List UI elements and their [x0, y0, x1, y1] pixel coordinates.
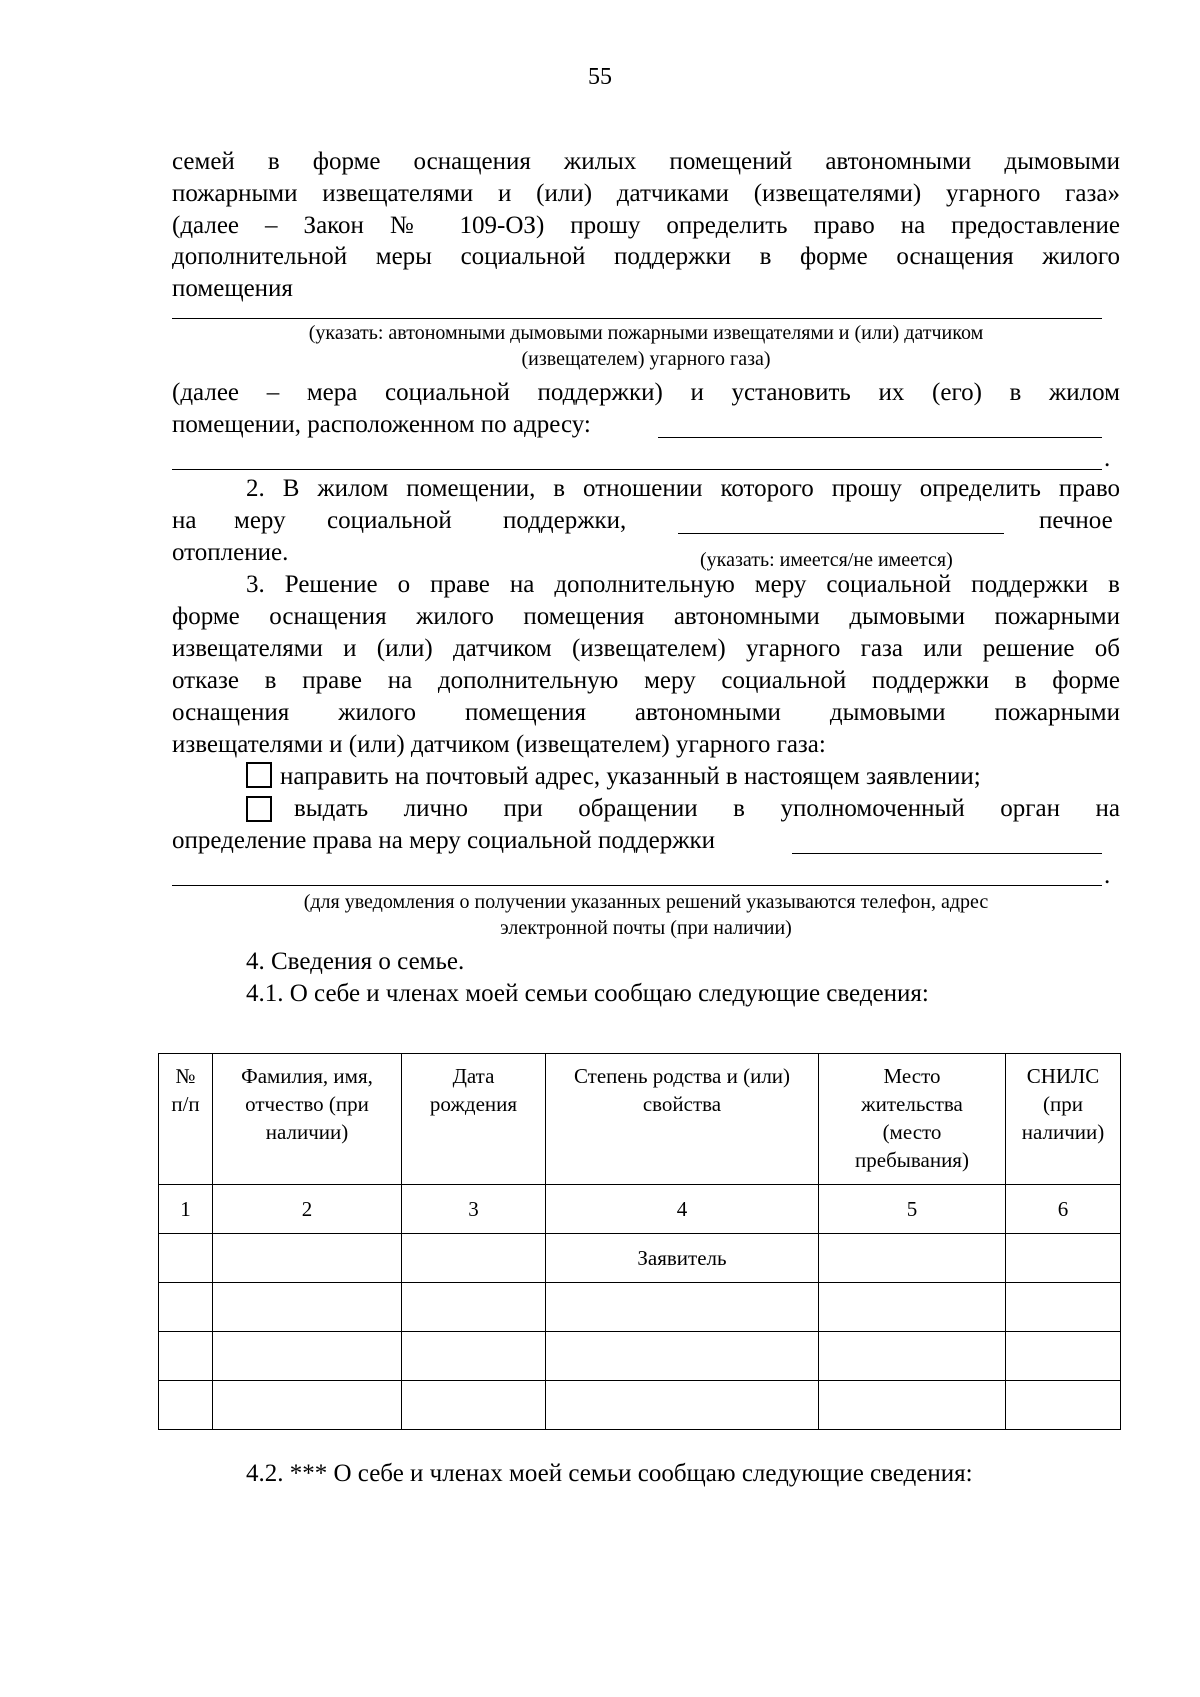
table-cell[interactable] — [1006, 1234, 1121, 1283]
table-cell[interactable] — [402, 1332, 546, 1381]
page-number: 55 — [588, 64, 612, 90]
para1-line-3: (далее – Закон № 109-ОЗ) прошу определить право на предоставление — [172, 212, 1120, 239]
notification-contact-blank[interactable] — [792, 853, 1102, 854]
item2-word-meru: меру — [234, 507, 286, 534]
table-cell[interactable] — [546, 1381, 819, 1430]
heating-blank[interactable] — [678, 533, 1004, 534]
section4-title: 4. Сведения о семье. — [246, 948, 465, 975]
para1-line-4: дополнительной меры социальной поддержки в форме оснащения жилого — [172, 243, 1120, 270]
item3-line-3: извещателями и (или) датчиком (извещателем) угарного газа или решение об — [172, 635, 1120, 662]
header-number: № п/п — [159, 1054, 213, 1185]
item2-word-podderzhki: поддержки, — [503, 507, 627, 534]
caption2-line-1: (для уведомления о получении указанных решений указываются телефон, адрес — [303, 891, 989, 913]
table-cell[interactable] — [213, 1381, 402, 1430]
header-birth-date: Дата рождения — [402, 1054, 546, 1185]
table-cell[interactable] — [1006, 1381, 1121, 1430]
column-number-cell: 1 — [159, 1185, 213, 1234]
table-cell[interactable] — [546, 1283, 819, 1332]
item2-word-na: на — [172, 507, 197, 534]
option-in-person-checkbox[interactable] — [246, 796, 272, 822]
table-cell[interactable] — [159, 1283, 213, 1332]
item3-line-6: извещателями и (или) датчиком (извещателем) угарного газа: — [172, 731, 826, 758]
contact-end-period: . — [1104, 862, 1111, 889]
header-residence: Место жительства (место пребывания) — [819, 1054, 1006, 1185]
section4-1-title: 4.1. О себе и членах моей семьи сообщаю следующие сведения: — [246, 980, 929, 1007]
table-cell[interactable] — [159, 1381, 213, 1430]
table-cell[interactable] — [819, 1332, 1006, 1381]
item3-line-5: оснащения жилого помещения автономными дымовыми пожарными — [172, 699, 1120, 726]
table-cell[interactable] — [546, 1332, 819, 1381]
table-cell[interactable] — [213, 1234, 402, 1283]
option-in-person-cont: определение права на меру социальной поддержки — [172, 827, 716, 854]
table-cell[interactable] — [819, 1283, 1006, 1332]
table-cell[interactable] — [213, 1283, 402, 1332]
table-cell-kinship-applicant: Заявитель — [546, 1234, 819, 1283]
address-end-period: . — [1104, 445, 1111, 472]
table-cell[interactable] — [402, 1381, 546, 1430]
option-mail-label: направить на почтовый адрес, указанный в настоящем заявлении; — [280, 763, 981, 790]
item3-line-2: форме оснащения жилого помещения автономными дымовыми пожарными — [172, 603, 1120, 630]
item3-line-1: 3. Решение о праве на дополнительную меру социальной поддержки в — [246, 571, 1120, 598]
caption2-line-2: электронной почты (при наличии) — [500, 917, 792, 939]
header-snils: СНИЛС (при наличии) — [1006, 1054, 1121, 1185]
table-row — [159, 1283, 1121, 1332]
column-number-row — [159, 1185, 1121, 1234]
table-header-row — [159, 1054, 1121, 1185]
table-cell[interactable] — [402, 1234, 546, 1283]
table-cell[interactable] — [819, 1381, 1006, 1430]
table-cell[interactable] — [213, 1332, 402, 1381]
column-number-cell: 5 — [819, 1185, 1006, 1234]
option-in-person-label: выдать лично при обращении в уполномоченный орган на — [294, 795, 1120, 822]
table-row — [159, 1234, 1121, 1283]
table-cell[interactable] — [402, 1283, 546, 1332]
table-cell[interactable] — [159, 1234, 213, 1283]
item3-line-4: отказе в праве на дополнительную меру социальной поддержки в форме — [172, 667, 1120, 694]
option-in-person — [246, 793, 1120, 825]
table-row — [159, 1332, 1121, 1381]
option-mail-checkbox[interactable] — [246, 762, 272, 788]
table-cell[interactable] — [159, 1332, 213, 1381]
para1-line-2: пожарными извещателями и (или) датчиками (извещателями) угарного газа» — [172, 180, 1120, 207]
column-number-cell: 2 — [213, 1185, 402, 1234]
section4-2-title: 4.2. *** О себе и членах моей семьи сообщаю следующие сведения: — [246, 1460, 973, 1487]
table-cell[interactable] — [1006, 1283, 1121, 1332]
item2-line-3: отопление. — [172, 539, 289, 566]
column-number-cell: 6 — [1006, 1185, 1121, 1234]
column-number-cell: 4 — [546, 1185, 819, 1234]
table-row — [159, 1381, 1121, 1430]
para2-line-2: помещении, расположенном по адресу: — [172, 411, 591, 438]
address-blank[interactable] — [658, 437, 1102, 438]
measure-type-blank[interactable] — [172, 318, 1102, 319]
table-cell[interactable] — [1006, 1332, 1121, 1381]
para2-line-1: (далее – мера социальной поддержки) и установить их (его) в жилом — [172, 379, 1120, 406]
item2-word-socialnoy: социальной — [327, 507, 452, 534]
header-full-name: Фамилия, имя, отчество (при наличии) — [213, 1054, 402, 1185]
item2-line-1: 2. В жилом помещении, в отношении которого прошу определить право — [246, 475, 1120, 502]
item2-word-pechnoe: печное — [1039, 507, 1113, 534]
notification-contact-blank-cont[interactable] — [172, 885, 1102, 886]
item2-caption: (указать: имеется/не имеется) — [700, 549, 953, 571]
para1-line-1: семей в форме оснащения жилых помещений автономными дымовыми — [172, 148, 1120, 175]
header-kinship: Степень родства и (или) свойства — [546, 1054, 819, 1185]
caption1-line-2: (извещателем) угарного газа) — [521, 348, 771, 370]
para1-line-5: помещения — [172, 275, 293, 302]
address-blank-cont[interactable] — [172, 469, 1102, 470]
family-table — [158, 1053, 1121, 1430]
option-mail — [246, 761, 981, 793]
table-cell[interactable] — [819, 1234, 1006, 1283]
caption1-line-1: (указать: автономными дымовыми пожарными извещателями и (или) датчиком — [308, 322, 984, 344]
column-number-cell: 3 — [402, 1185, 546, 1234]
